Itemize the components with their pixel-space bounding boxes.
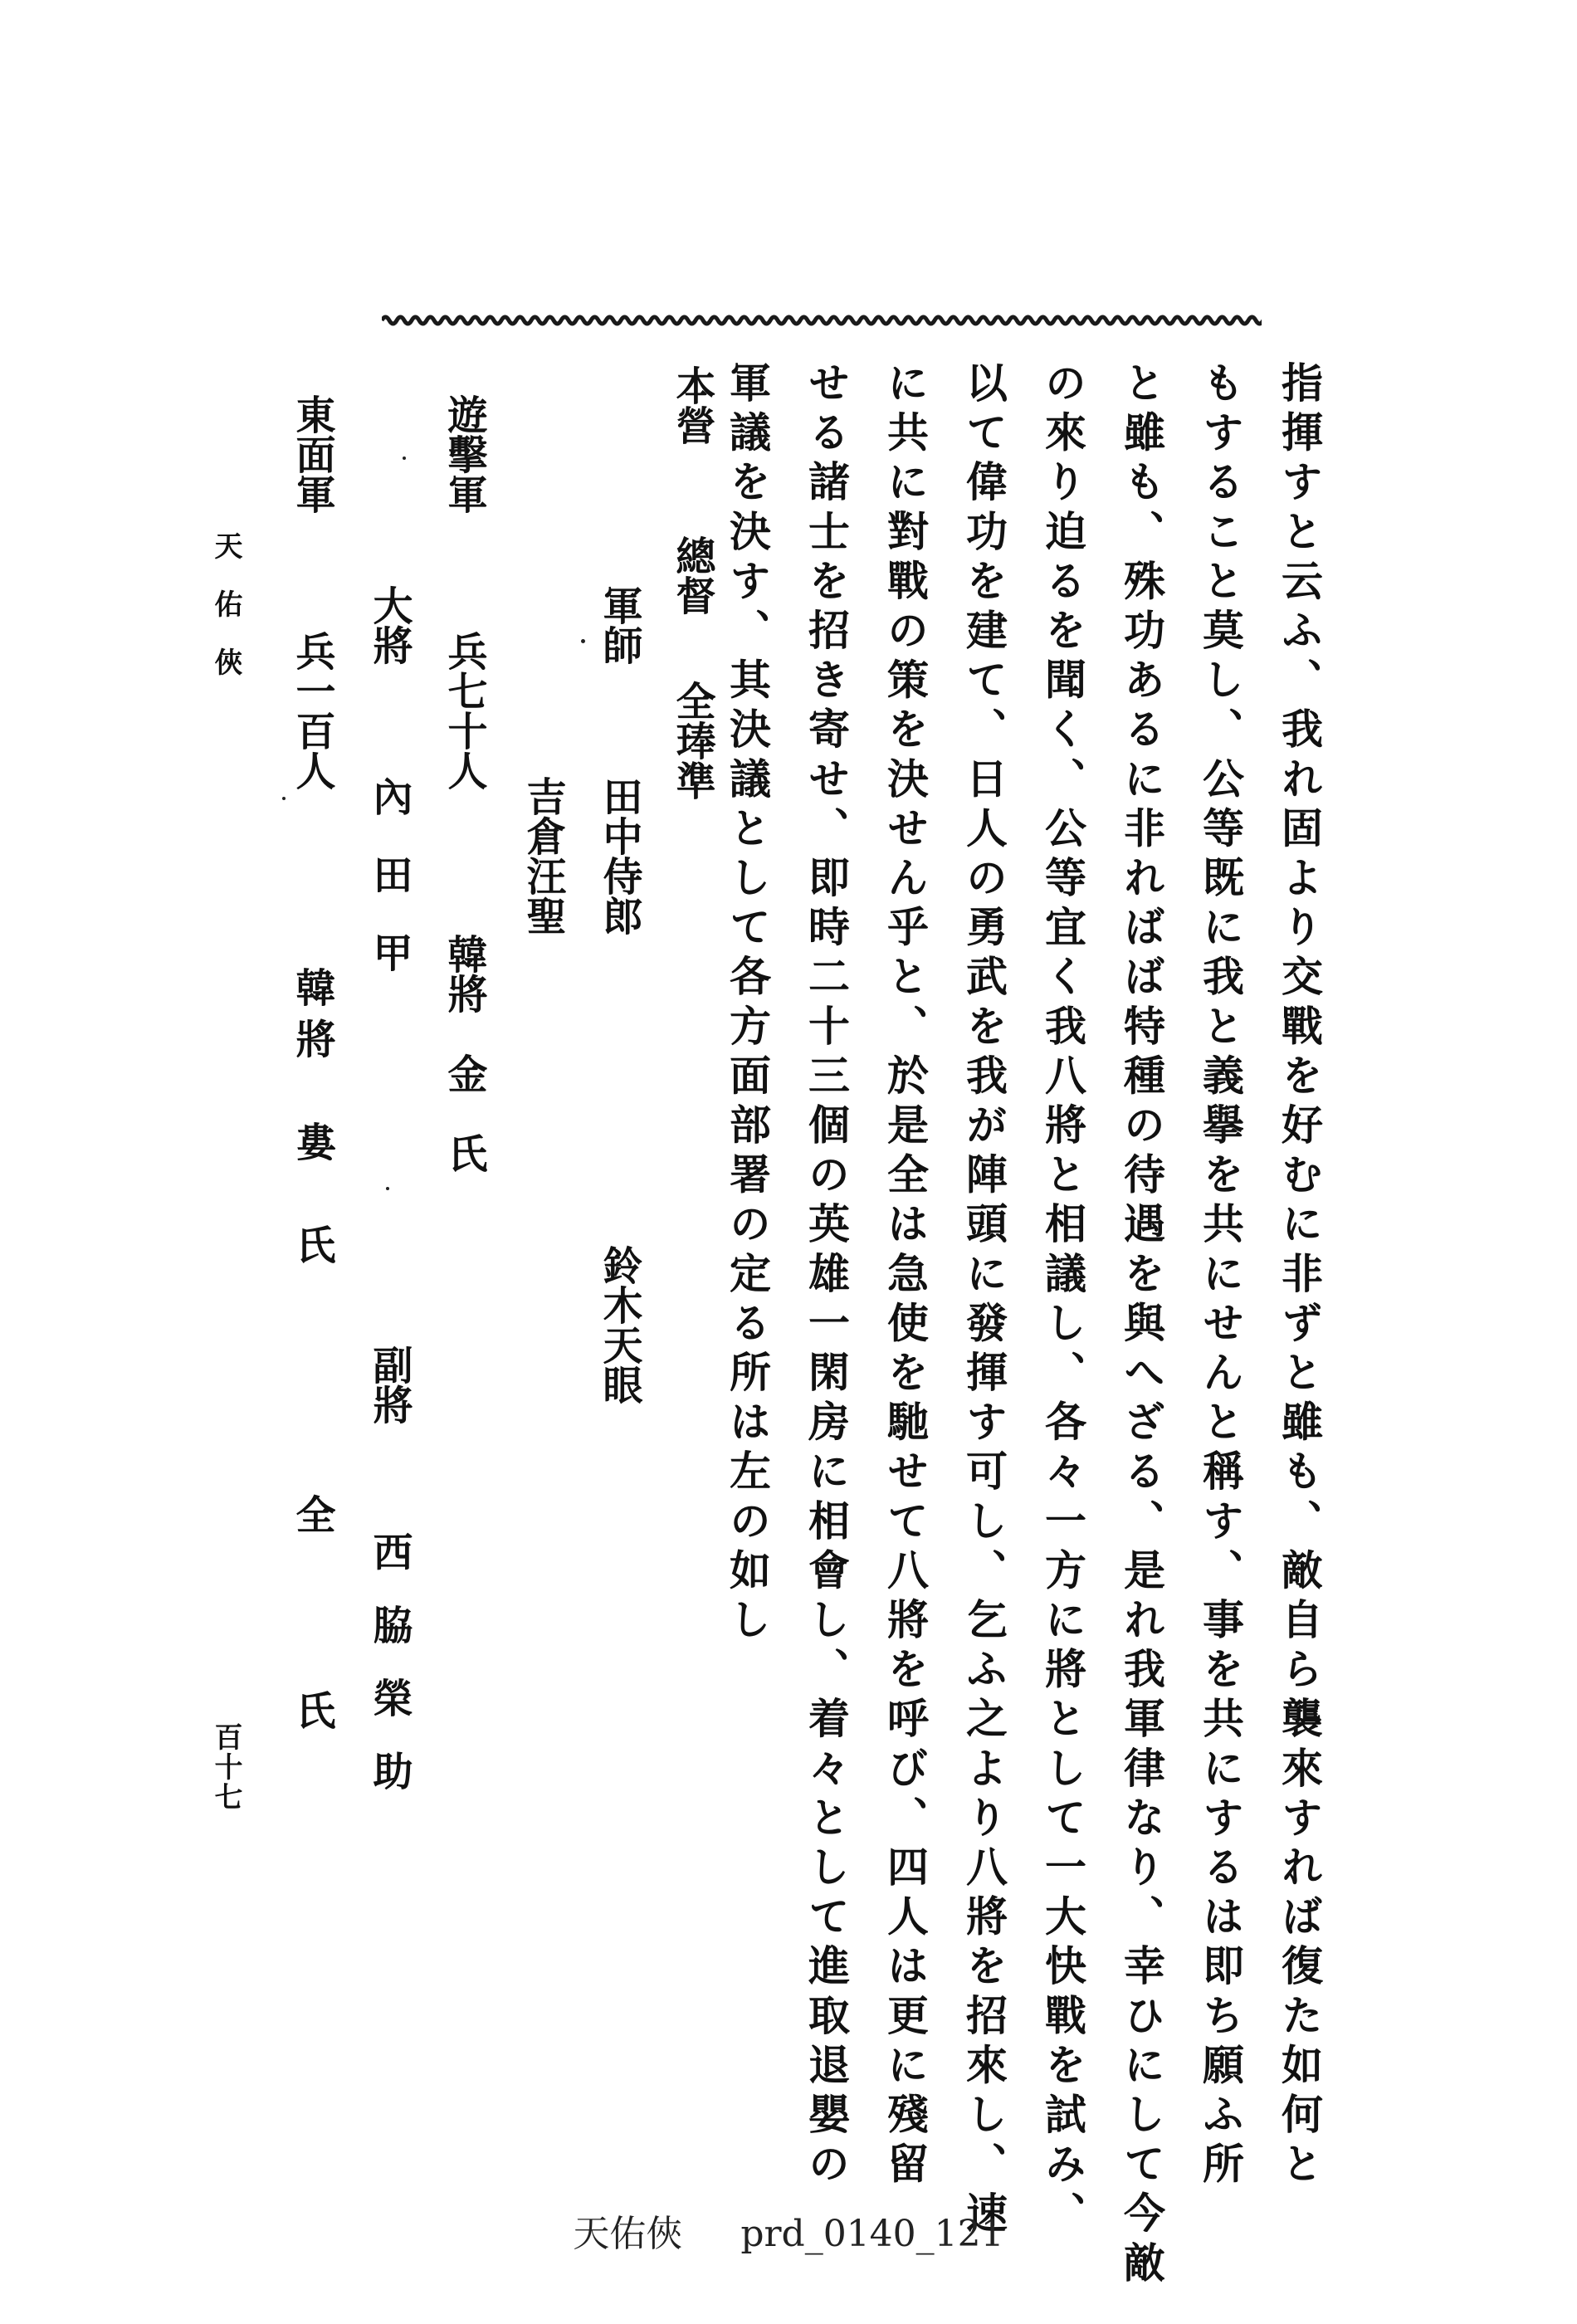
body-column-2: もすること莫し、公等既に我と義擧を共にせんと稱す、事を共にするは即ち願ふ所 (1196, 361, 1245, 2192)
scan-speck (386, 1187, 389, 1190)
east-korean-general-2: 全 氏 (289, 1494, 335, 1788)
guerrilla-troops: 兵七十人 (441, 631, 487, 790)
east-unit: 東面軍 (289, 394, 335, 514)
body-column-6: に共に對戰の策を決せん乎と、於是全は急使を馳せて八將を呼び、四人は更に殘留 (881, 361, 930, 2192)
scan-speck (581, 639, 585, 643)
hq-role: 總督 (669, 535, 715, 615)
advisor-role: 軍師 (596, 585, 642, 665)
footer-caption (0, 2204, 1577, 2257)
advisor-name-2: 鈴木天眼 (596, 1245, 642, 1404)
guerrilla-vice-role: 副將 (366, 1345, 413, 1424)
body-column-5: 以て偉功を建て、日人の勇武を我が陣頭に發揮す可し、乞ふ之より八將を招來し、速 (959, 361, 1008, 2241)
footer-title: 天佑俠 (573, 2213, 683, 2255)
body-column-7: せる諸士を招き寄せ、即時二十三個の英雄一閑房に相會し、着々として進取退嬰の (802, 361, 851, 2192)
east-troops: 兵一百人 (289, 631, 335, 790)
footer-id: prd_0140_121 (740, 2213, 1004, 2255)
guerrilla-vice-name: 西脇榮助 (366, 1531, 413, 1824)
guerrilla-general-role: 大將 (366, 585, 413, 665)
scan-speck (403, 456, 406, 460)
scan-speck (282, 797, 286, 800)
advisor-name-1: 田中侍郎 (596, 776, 642, 935)
east-korean-general-1: 韓將 婁 氏 (289, 967, 335, 1276)
guerrilla-korean-general: 韓將 金 氏 (441, 934, 487, 1173)
wavy-rule-ornament (382, 309, 1262, 332)
hq-name: 全琫準 (669, 681, 715, 800)
hq-unit: 本營 (669, 365, 715, 445)
body-column-8: 軍議を決す、其決議として各方面部署の定る所は左の如し (723, 361, 772, 1648)
page-number: 百十七 (209, 1722, 242, 1812)
body-column-1: 指揮すと云ふ、我れ固より交戰を好むに非ずと雖も、敵自ら襲來すれば復た如何と (1275, 361, 1324, 2192)
guerrilla-unit: 遊擊軍 (441, 394, 487, 514)
running-header: 天佑俠 (209, 531, 242, 706)
body-column-4: の來り迫るを聞く、公等宜く我八將と相議し、各々一方に將として一大快戰を試み、 (1038, 361, 1087, 2241)
advisor-name-3: 吉倉汪聖 (520, 776, 566, 935)
guerrilla-general-name: 內田甲 (366, 776, 413, 1010)
body-column-3: と雖も、殊功あるに非ればば特種の待遇を與へざる、是れ我軍律なり、幸ひにして今敵 (1117, 361, 1166, 2291)
